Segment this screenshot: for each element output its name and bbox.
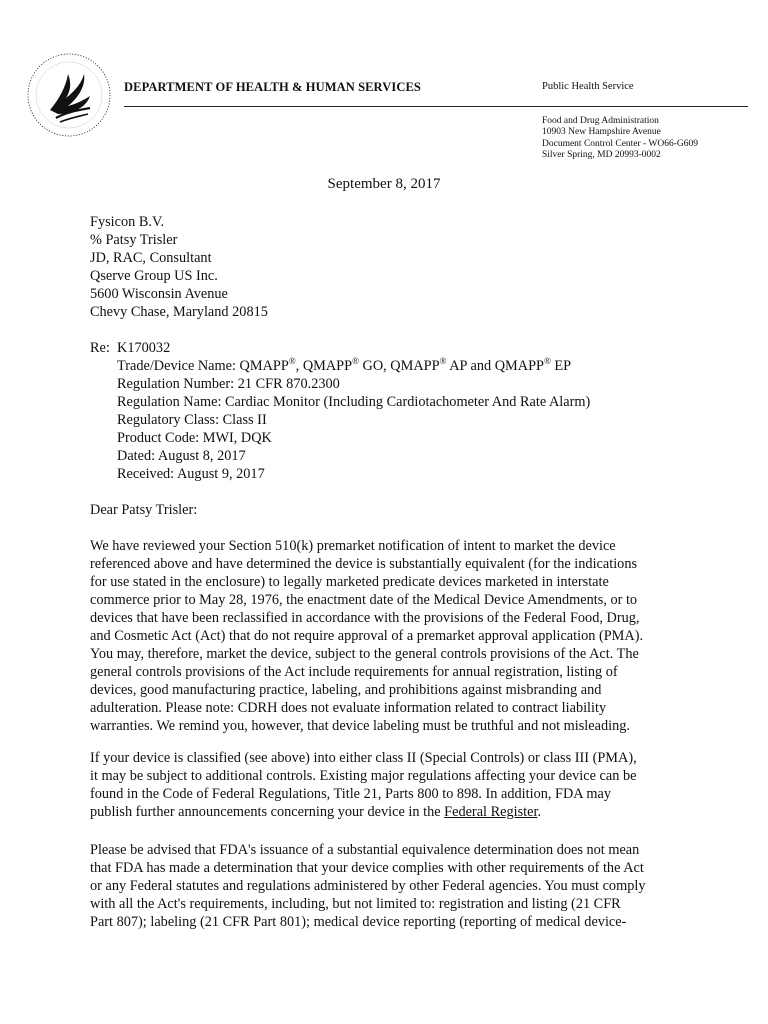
federal-register-link[interactable]: Federal Register [444,804,538,820]
recipient-line: JD, RAC, Consultant [90,250,212,266]
fda-address-block [542,116,698,161]
paragraph-line: adulteration. Please note: CDRH does not evaluate information related to contract liability [90,700,607,716]
paragraph-line: devices, good manufacturing practice, labeling, and prohibitions against misbranding and [90,682,602,698]
paragraph-3 [90,841,690,931]
device-name-label: Trade/Device Name: [117,358,240,374]
registered-mark: ® [544,356,551,367]
registered-mark: ® [352,356,359,367]
hhs-seal-logo [26,52,112,138]
paragraph-text: publish further announcements concerning your device in the [90,804,445,820]
dated-line: Dated: August 8, 2017 [117,448,246,464]
regulation-name-line: Regulation Name: Cardiac Monitor (Including Cardiotachometer And Rate Alarm) [117,394,591,410]
recipient-line: Qserve Group US Inc. [90,268,218,284]
recipient-address [90,213,690,321]
paragraph-line: for use stated in the enclosure) to legally marketed predicate devices marketed in interstate [90,574,609,590]
paragraph-line: You may, therefore, market the device, subject to the general controls provisions of the Act. The [90,646,639,662]
department-name: DEPARTMENT OF HEALTH & HUMAN SERVICES [124,80,421,94]
paragraph-line: or any Federal statutes and regulations administered by other Federal agencies. You must comply [90,878,646,894]
device-name-separator: GO, [358,358,391,374]
salutation: Dear Patsy Trisler: [90,502,198,518]
paragraph-line: and Cosmetic Act (Act) that do not require approval of a premarket approval application (PMA). [90,628,644,644]
regulatory-class-line: Regulatory Class: Class II [117,412,267,428]
public-health-service-label: Public Health Service [542,81,634,92]
device-name-line [90,357,690,375]
recipient-line: Chevy Chase, Maryland 20815 [90,304,268,320]
product-code-line: Product Code: MWI, DQK [117,430,272,446]
device-name-separator: AP and [446,358,495,374]
fda-address-line: Food and Drug Administration [542,116,659,126]
device-name: QMAPP [494,358,544,374]
registered-mark: ® [439,356,447,367]
k-number: K170032 [117,340,171,356]
paragraph-line: that FDA has made a determination that your device complies with other requirements of the Act [90,860,644,876]
paragraph-line: Part 807); labeling (21 CFR Part 801); medical device reporting (reporting of medical device- [90,914,627,930]
paragraph-line: it may be subject to additional controls. Existing major regulations affecting your device can be [90,768,637,784]
reference-block [90,339,690,483]
paragraph-line: warranties. We remind you, however, that device labeling must be truthful and not misleading. [90,718,630,734]
paragraph-line: found in the Code of Federal Regulations, Title 21, Parts 800 to 898. In addition, FDA may [90,786,612,802]
fda-address-line: 10903 New Hampshire Avenue [542,127,661,138]
fda-address-line: Silver Spring, MD 20993-0002 [542,149,661,160]
re-label: Re: [90,340,110,356]
header-divider [124,106,748,107]
regulation-number-line: Regulation Number: 21 CFR 870.2300 [117,376,340,392]
recipient-line: % Patsy Trisler [90,232,178,248]
device-name: QMAPP [390,358,440,374]
paragraph-1 [90,537,690,735]
recipient-line: 5600 Wisconsin Avenue [90,286,228,302]
device-name: QMAPP [302,358,353,374]
paragraph-line: with all the Act's requirements, including, but not limited to: registration and listing (21 CFR [90,896,621,912]
recipient-line: Fysicon B.V. [90,214,165,230]
paragraph-line [90,803,690,821]
paragraph-line: devices that have been reclassified in accordance with the provisions of the Federal Food, Drug, [90,610,640,626]
paragraph-line: commerce prior to May 28, 1976, the enactment date of the Medical Device Amendments, or to [90,592,638,608]
paragraph-line: referenced above and have determined the device is substantially equivalent (for the indications [90,556,638,572]
reference-number-row [90,339,690,357]
letter-date: September 8, 2017 [327,176,441,192]
paragraph-text: . [537,804,542,820]
fda-address-line: Document Control Center - WO66-G609 [542,138,699,149]
received-line: Received: August 9, 2017 [117,466,265,482]
paragraph-line: general controls provisions of the Act include requirements for annual registration, listing of [90,664,618,680]
registered-mark: ® [288,356,296,367]
device-name-separator: , [295,358,303,374]
paragraph-2 [90,749,690,821]
paragraph-line: We have reviewed your Section 510(k) premarket notification of intent to market the device [90,538,616,554]
paragraph-line: If your device is classified (see above) into either class II (Special Controls) or class III (PMA), [90,750,637,766]
paragraph-line: Please be advised that FDA's issuance of a substantial equivalence determination does not mean [90,842,640,858]
device-name-separator: EP [550,358,572,374]
device-name: QMAPP [239,358,289,374]
